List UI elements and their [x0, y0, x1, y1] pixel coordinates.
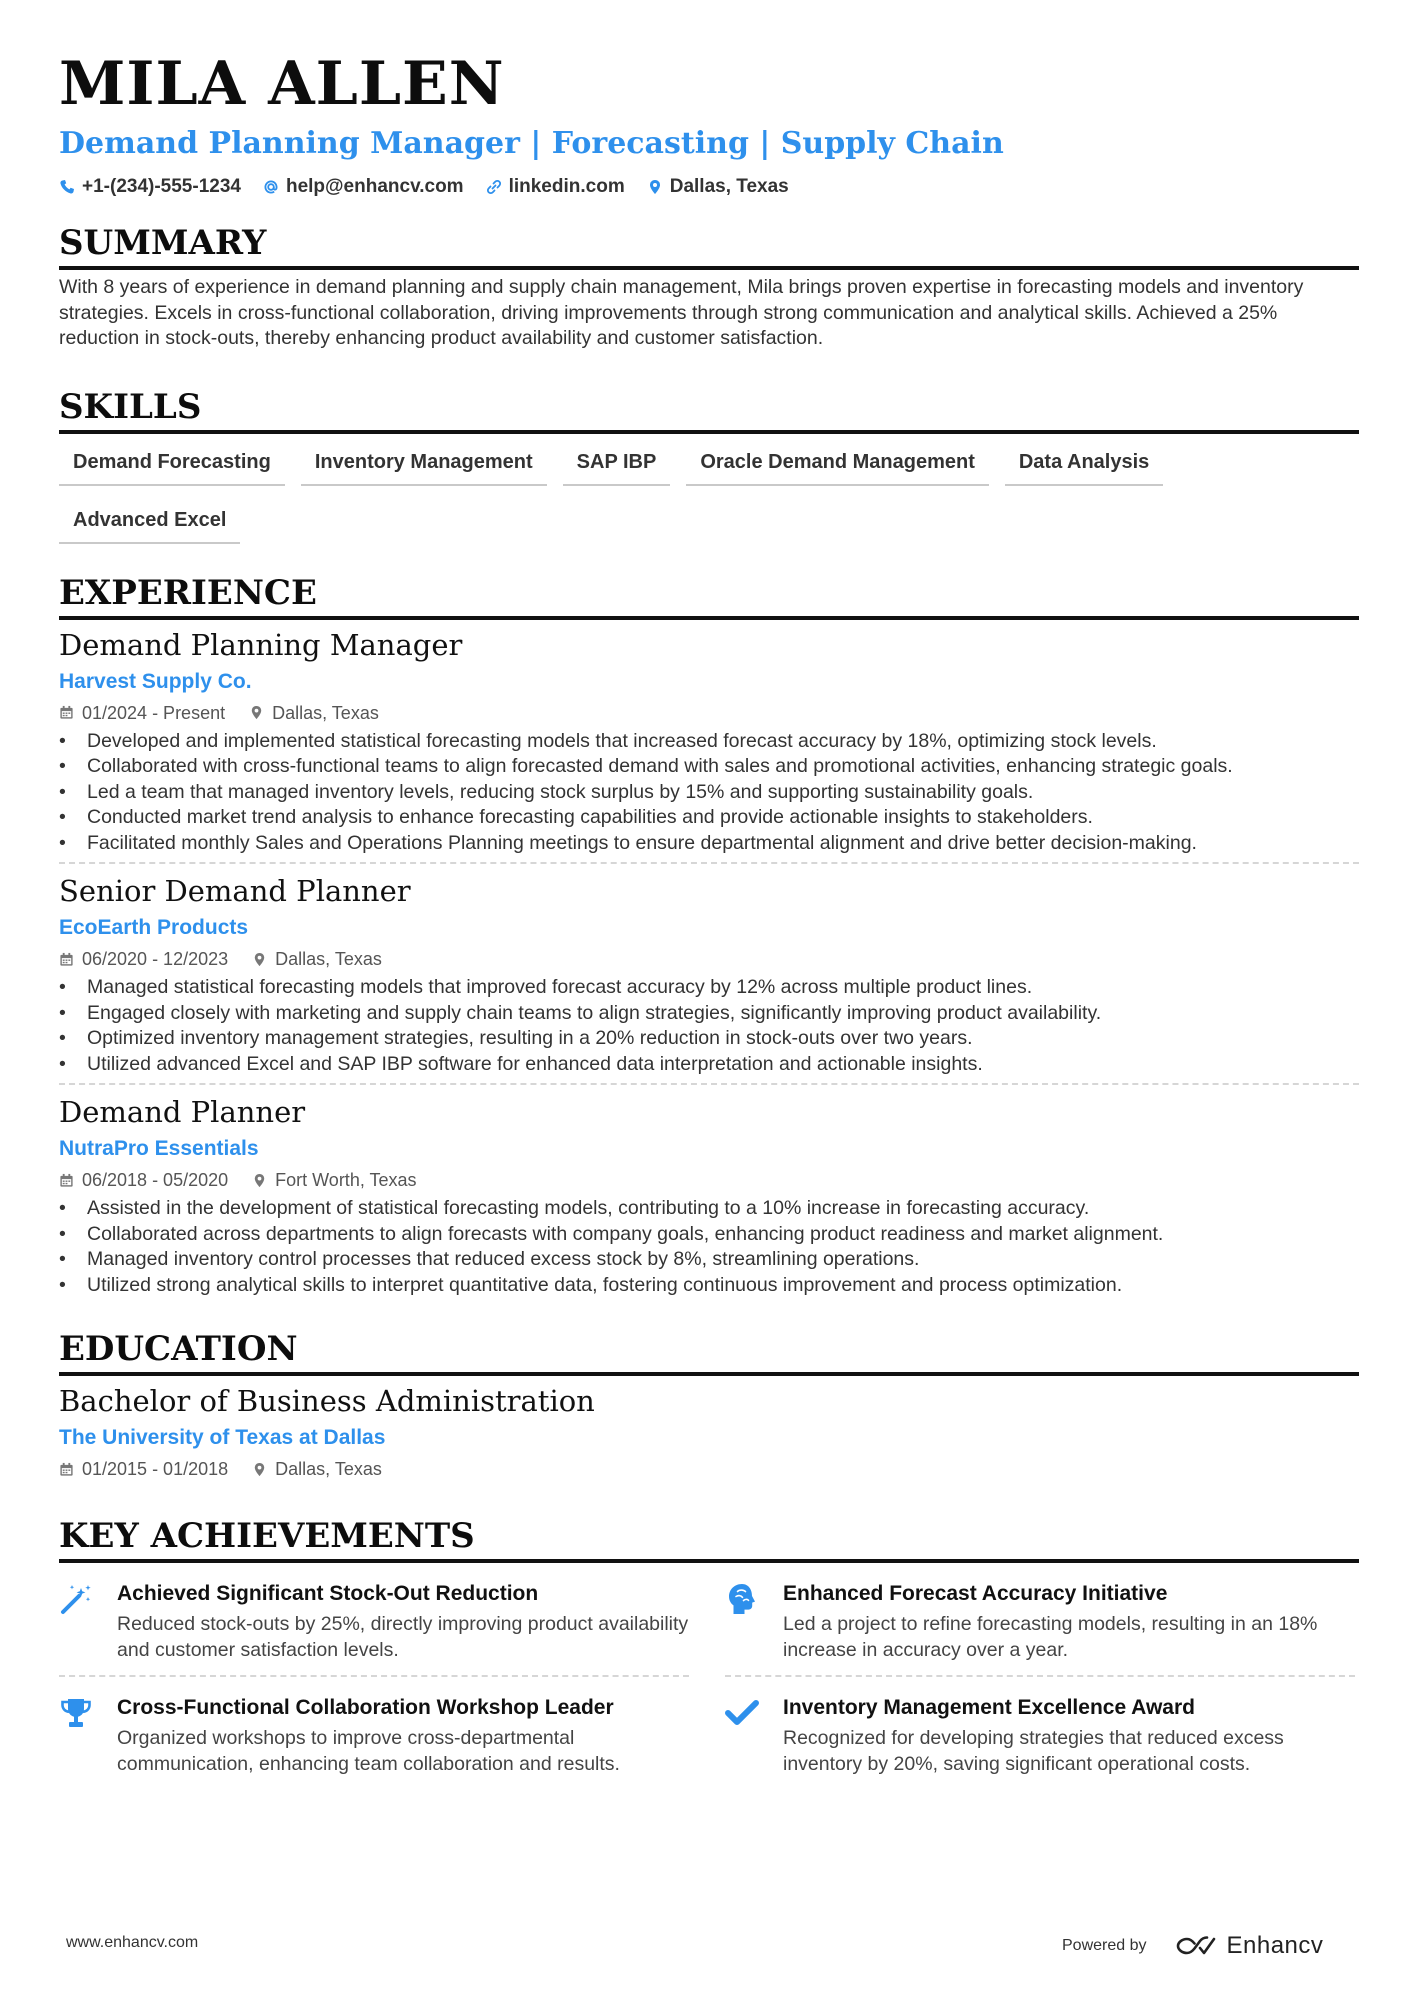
job-dates: 06/2020 - 12/2023 — [82, 949, 229, 969]
calendar-icon — [59, 1173, 74, 1188]
trophy-icon — [59, 1696, 93, 1730]
education-dates: 01/2015 - 01/2018 — [82, 1459, 229, 1479]
enhancv-logo[interactable] — [1173, 1932, 1324, 1960]
location-pin-icon — [249, 705, 264, 720]
footer-branding — [1062, 1932, 1323, 1960]
job-location: Fort Worth, Texas — [275, 1170, 417, 1190]
contact-phone[interactable] — [59, 176, 241, 198]
contact-bar — [59, 176, 1359, 198]
achievement-desc: Led a project to refine forecasting models, resulting in an 18% increase in accuracy over a year. — [783, 1613, 1318, 1661]
achievement-desc: Recognized for developing strategies that reduced excess inventory by 20%, saving significant operational costs. — [783, 1727, 1284, 1775]
job-location: Dallas, Texas — [275, 949, 382, 969]
job-bullet: • Utilized advanced Excel and SAP IBP software for enhanced data interpretation and actionable insights. — [59, 1052, 1359, 1078]
job-entry — [59, 872, 1359, 1077]
job-role: Demand Planning Manager — [59, 627, 463, 662]
job-bullet: • Facilitated monthly Sales and Operations Planning meetings to ensure departmental alignment and drive better decision-making. — [59, 831, 1359, 857]
skills-title: SKILLS — [59, 386, 1359, 434]
calendar-icon — [59, 1462, 74, 1477]
link-icon — [486, 179, 502, 195]
job-bullet: • Managed statistical forecasting models that improved forecast accuracy by 12% across multiple product lines. — [59, 975, 1359, 1001]
entry-divider — [59, 1083, 1359, 1085]
job-location: Dallas, Texas — [272, 702, 379, 723]
achievement-title: Cross-Functional Collaboration Workshop Leader — [117, 1696, 614, 1719]
education-section — [59, 1328, 1359, 1481]
powered-by-label: Powered by — [1062, 1937, 1147, 1954]
job-bullet: • Managed inventory control processes that reduced excess stock by 8%, streamlining operations. — [59, 1247, 1359, 1273]
job-company[interactable]: Harvest Supply Co. — [59, 669, 252, 693]
magic-wand-icon — [59, 1582, 93, 1616]
linkedin-text: linkedin.com — [508, 176, 625, 197]
school-name[interactable]: The University of Texas at Dallas — [59, 1426, 386, 1449]
candidate-headline: Demand Planning Manager | Forecasting | Supply Chain — [59, 126, 1004, 161]
achievements-title: KEY ACHIEVEMENTS — [59, 1515, 1359, 1563]
job-bullets — [59, 1196, 1359, 1298]
contact-linkedin[interactable] — [486, 176, 625, 198]
education-location: Dallas, Texas — [275, 1459, 382, 1479]
brand-name: Enhancv — [1226, 1932, 1324, 1959]
enhancv-logo-icon — [1173, 1934, 1219, 1958]
location-text: Dallas, Texas — [669, 176, 789, 197]
calendar-icon — [59, 705, 74, 720]
at-icon — [263, 179, 279, 195]
job-bullet: • Developed and implemented statistical forecasting models that increased forecast accuracy by 18%, optimizing stock levels. — [59, 729, 1359, 755]
achievement-item — [725, 1687, 1355, 1789]
phone-text: +1-(234)-555-1234 — [82, 176, 241, 197]
job-dates: 06/2018 - 05/2020 — [82, 1170, 229, 1190]
resume-page — [59, 44, 1359, 1789]
calendar-icon — [59, 952, 74, 967]
experience-section — [59, 572, 1359, 1299]
achievement-title: Enhanced Forecast Accuracy Initiative — [783, 1582, 1168, 1605]
job-company[interactable]: EcoEarth Products — [59, 916, 249, 939]
degree-title: Bachelor of Business Administration — [59, 1384, 595, 1418]
summary-text: With 8 years of experience in demand planning and supply chain management, Mila brings proven expertise in forecasting models and inventory strategies. Excels in cross-functional collaboration, driving improvements through strong communication and analytical skills. Achieved a 25% reduction in stock-outs, thereby enhancing product availability and customer satisfaction. — [59, 276, 1304, 349]
job-bullet: • Collaborated with cross-functional teams to align forecasted demand with sales and promotional activities, enhancing strategic goals. — [59, 754, 1359, 780]
achievement-title: Achieved Significant Stock-Out Reduction — [117, 1582, 539, 1605]
job-dates: 01/2024 - Present — [82, 702, 226, 723]
checkmark-icon — [725, 1696, 759, 1730]
brain-head-icon — [725, 1582, 759, 1616]
job-entry — [59, 626, 1359, 857]
contact-location — [647, 176, 789, 198]
email-text: help@enhancv.com — [285, 176, 464, 197]
job-bullets — [59, 729, 1359, 857]
job-bullet: • Optimized inventory management strategies, resulting in a 20% reduction in stock-outs over two years. — [59, 1026, 1359, 1052]
achievement-title: Inventory Management Excellence Award — [783, 1696, 1195, 1719]
achievement-item — [59, 1687, 689, 1789]
location-pin-icon — [252, 1462, 267, 1477]
footer-website[interactable]: www.enhancv.com — [66, 1934, 199, 1951]
job-role: Senior Demand Planner — [59, 874, 411, 908]
job-bullet: • Led a team that managed inventory levels, reducing stock surplus by 15% and supporting sustainability goals. — [59, 780, 1359, 806]
phone-icon — [59, 179, 75, 195]
skills-list — [59, 442, 1359, 558]
education-title: EDUCATION — [59, 1328, 1359, 1376]
skill-tag: SAP IBP — [563, 442, 671, 486]
skill-tag: Demand Forecasting — [59, 442, 285, 486]
achievement-desc: Organized workshops to improve cross-departmental communication, enhancing team collaboration and results. — [117, 1727, 620, 1775]
job-entry — [59, 1093, 1359, 1298]
candidate-name: MILA ALLEN — [59, 49, 505, 119]
job-company[interactable]: NutraPro Essentials — [59, 1137, 259, 1160]
job-meta — [59, 947, 1359, 971]
achievements-section — [59, 1515, 1359, 1789]
education-meta — [59, 1457, 1359, 1481]
achievement-desc: Reduced stock-outs by 25%, directly improving product availability and customer satisfaction levels. — [117, 1613, 689, 1661]
job-meta — [59, 701, 1359, 725]
contact-email[interactable] — [263, 176, 464, 198]
job-bullet: • Engaged closely with marketing and supply chain teams to align strategies, significantly improving product availability. — [59, 1001, 1359, 1027]
entry-divider — [59, 862, 1359, 864]
job-role: Demand Planner — [59, 1095, 306, 1129]
skills-section — [59, 386, 1359, 558]
job-bullet: • Conducted market trend analysis to enhance forecasting capabilities and provide actionable insights to stakeholders. — [59, 805, 1359, 831]
summary-title: SUMMARY — [59, 222, 1359, 270]
skill-tag: Advanced Excel — [59, 500, 240, 544]
location-pin-icon — [647, 179, 663, 195]
job-bullets — [59, 975, 1359, 1077]
experience-title: EXPERIENCE — [59, 572, 1359, 620]
achievements-grid — [59, 1573, 1359, 1789]
skill-tag: Oracle Demand Management — [686, 442, 989, 486]
achievement-item — [59, 1573, 689, 1677]
job-bullet: • Collaborated across departments to align forecasts with company goals, enhancing product readiness and market alignment. — [59, 1222, 1359, 1248]
achievement-item — [725, 1573, 1355, 1677]
skill-tag: Data Analysis — [1005, 442, 1163, 486]
job-bullet: • Utilized strong analytical skills to interpret quantitative data, fostering continuous improvement and process optimization. — [59, 1273, 1359, 1299]
skill-tag: Inventory Management — [301, 442, 547, 486]
job-bullet: • Assisted in the development of statistical forecasting models, contributing to a 10% increase in forecasting accuracy. — [59, 1196, 1359, 1222]
location-pin-icon — [252, 1173, 267, 1188]
job-meta — [59, 1168, 1359, 1192]
summary-section — [59, 222, 1359, 352]
location-pin-icon — [252, 952, 267, 967]
